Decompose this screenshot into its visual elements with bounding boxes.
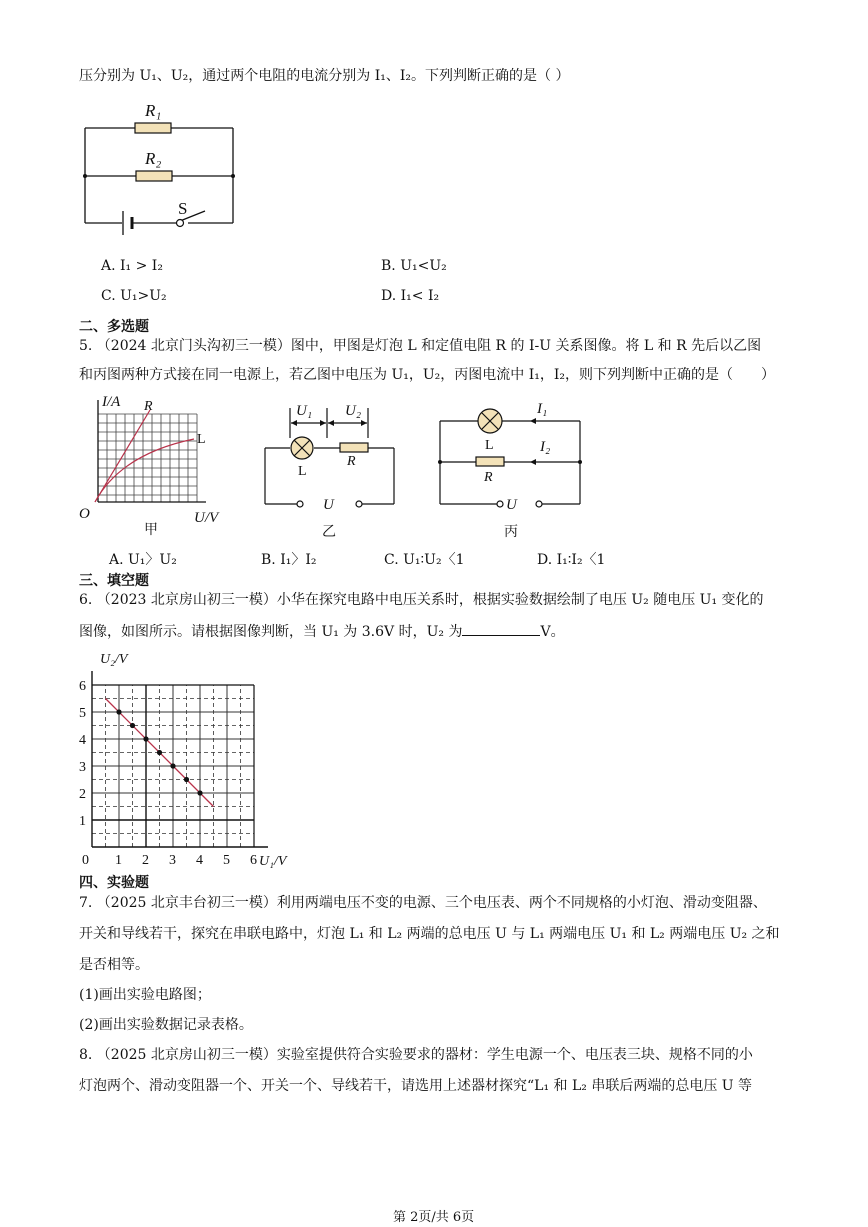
- q4-stem: 压分别为 U₁、U₂，通过两个电阻的电流分别为 I₁、I₂。下列判断正确的是（ ）: [79, 68, 570, 84]
- x-tick-label: 0: [82, 853, 89, 868]
- q8-stem-line1: 8. （2025 北京房山初三一模）实验室提供符合实验要求的器材：学生电源一个、电压表三块、规格不同的小: [79, 1047, 753, 1063]
- q5-series-circuit: [256, 392, 406, 542]
- q5-parallel-circuit: [432, 392, 592, 542]
- q5-label-source: U: [506, 497, 517, 513]
- q6-stem-line1: 6. （2023 北京房山初三一模）小华在探究电路中电压关系时，根据实验数据绘制了电压 U₂ 随电压 U₁ 变化的: [79, 592, 764, 608]
- y-tick-label: 5: [79, 706, 86, 721]
- q5-option-b: B. I₁〉I₂: [261, 552, 317, 568]
- q5-label-u1: U₁: [296, 403, 313, 419]
- q5-parallel-caption: 丙: [504, 525, 518, 540]
- q7-stem-line1: 7. （2025 北京丰台初三一模）利用两端电压不变的电源、三个电压表、两个不同规格的小灯泡、滑动变阻器、: [79, 895, 767, 911]
- x-tick-label: 5: [223, 853, 230, 868]
- section-heading-multiple-choice: 二、多选题: [79, 319, 149, 335]
- q5-label-resistor: R: [484, 470, 493, 485]
- q6-stem-post: V。: [540, 624, 565, 640]
- q5-option-a: A. U₁〉U₂: [109, 552, 177, 568]
- q5-label-i1: I₁: [537, 401, 548, 417]
- q5-option-c: C. U₁∶U₂〈1: [384, 552, 465, 568]
- resistor-r2: [136, 171, 172, 181]
- q5-graph-origin: O: [79, 506, 90, 522]
- junction-node: [578, 460, 582, 464]
- y-tick-label: 1: [79, 814, 86, 829]
- y-tick-label: 6: [79, 679, 86, 694]
- terminal: [536, 501, 542, 507]
- data-point: [197, 790, 202, 795]
- q8-stem-line2: 灯泡两个、滑动变阻器一个、开关一个、导线若干，请选用上述器材探究“L₁ 和 L₂ 串联后两端的总电压 U 等: [79, 1078, 753, 1094]
- q4-option-b: B. U₁<U₂: [381, 258, 447, 274]
- q7-sub2: (2)画出实验数据记录表格。: [79, 1017, 253, 1033]
- q7-stem-line2: 开关和导线若干，探究在串联电路中，灯泡 L₁ 和 L₂ 两端的总电压 U 与 L₁ 两端电压 U₁ 和 L₂ 两端电压 U₂ 之和: [79, 926, 780, 942]
- q5-graph-label-r: R: [144, 399, 153, 414]
- section-heading-experiment: 四、实验题: [79, 875, 149, 891]
- q4-circuit-diagram: [78, 95, 240, 240]
- data-point: [143, 736, 148, 741]
- q5-series-caption: 乙: [322, 525, 336, 540]
- q5-label-lamp: L: [298, 464, 307, 479]
- q6-stem-pre: 图像，如图所示。请根据图像判断，当 U₁ 为 3.6V 时，U₂ 为: [79, 624, 463, 640]
- q5-graph-xlabel: U/V: [194, 510, 219, 526]
- x-axis-label: U₁/V: [259, 854, 287, 869]
- resistor-icon: [476, 457, 504, 466]
- q5-graph-ylabel: I/A: [102, 394, 121, 410]
- q5-graph-label-l: L: [197, 432, 206, 447]
- junction-node: [438, 460, 442, 464]
- q5-label-lamp: L: [485, 438, 494, 453]
- q7-stem-line3: 是否相等。: [79, 957, 149, 973]
- y-tick-label: 4: [79, 733, 86, 748]
- q5-option-d: D. I₁∶I₂〈1: [537, 552, 606, 568]
- x-tick-label: 4: [196, 853, 203, 868]
- label-switch: S: [178, 199, 188, 218]
- section-heading-fill-in: 三、填空题: [79, 573, 149, 589]
- q5-graph-caption: 甲: [144, 523, 158, 538]
- q7-sub1: (1)画出实验电路图；: [79, 987, 211, 1003]
- terminal: [297, 501, 303, 507]
- q4-option-a: A. I₁ > I₂: [101, 258, 163, 274]
- data-point: [184, 777, 189, 782]
- x-tick-label: 3: [169, 853, 176, 868]
- resistor-icon: [340, 443, 368, 452]
- junction-node: [83, 174, 87, 178]
- q5-stem-line1: 5. （2024 北京门头沟初三一模）图中，甲图是灯泡 L 和定值电阻 R 的 I-U 关系图像。将 L 和 R 先后以乙图: [79, 338, 762, 354]
- data-point: [157, 750, 162, 755]
- x-tick-label: 2: [142, 853, 149, 868]
- junction-node: [231, 174, 235, 178]
- data-point: [130, 723, 135, 728]
- q5-label-resistor: R: [347, 454, 356, 469]
- y-axis-label: U₂/V: [100, 652, 128, 667]
- q5-iu-graph: [76, 392, 236, 542]
- q5-label-source: U: [323, 497, 334, 513]
- y-tick-label: 3: [79, 760, 86, 775]
- data-point: [170, 763, 175, 768]
- q4-option-c: C. U₁>U₂: [101, 288, 167, 304]
- q5-label-i2: I₂: [540, 439, 551, 455]
- q5-label-u2: U₂: [345, 403, 362, 419]
- label-r1: R₁: [145, 101, 162, 120]
- q6-u2-u1-chart: [78, 645, 308, 875]
- y-tick-label: 2: [79, 787, 86, 802]
- q4-option-d: D. I₁< I₂: [381, 288, 440, 304]
- x-tick-label: 6: [250, 853, 257, 868]
- q6-stem-line2: [79, 621, 565, 641]
- answer-blank[interactable]: [462, 621, 540, 636]
- terminal: [356, 501, 362, 507]
- terminal: [497, 501, 503, 507]
- label-r2: R₂: [145, 149, 162, 168]
- resistor-r1: [135, 123, 171, 133]
- data-point: [116, 709, 121, 714]
- switch-pivot: [177, 220, 184, 227]
- page-number: 第 2页/共 6页: [393, 1210, 475, 1225]
- x-tick-label: 1: [115, 853, 122, 868]
- q5-stem-line2: 和丙图两种方式接在同一电源上，若乙图中电压为 U₁，U₂，丙图电流中 I₁，I₂，则下列判断中正确的是（ ）: [79, 367, 776, 383]
